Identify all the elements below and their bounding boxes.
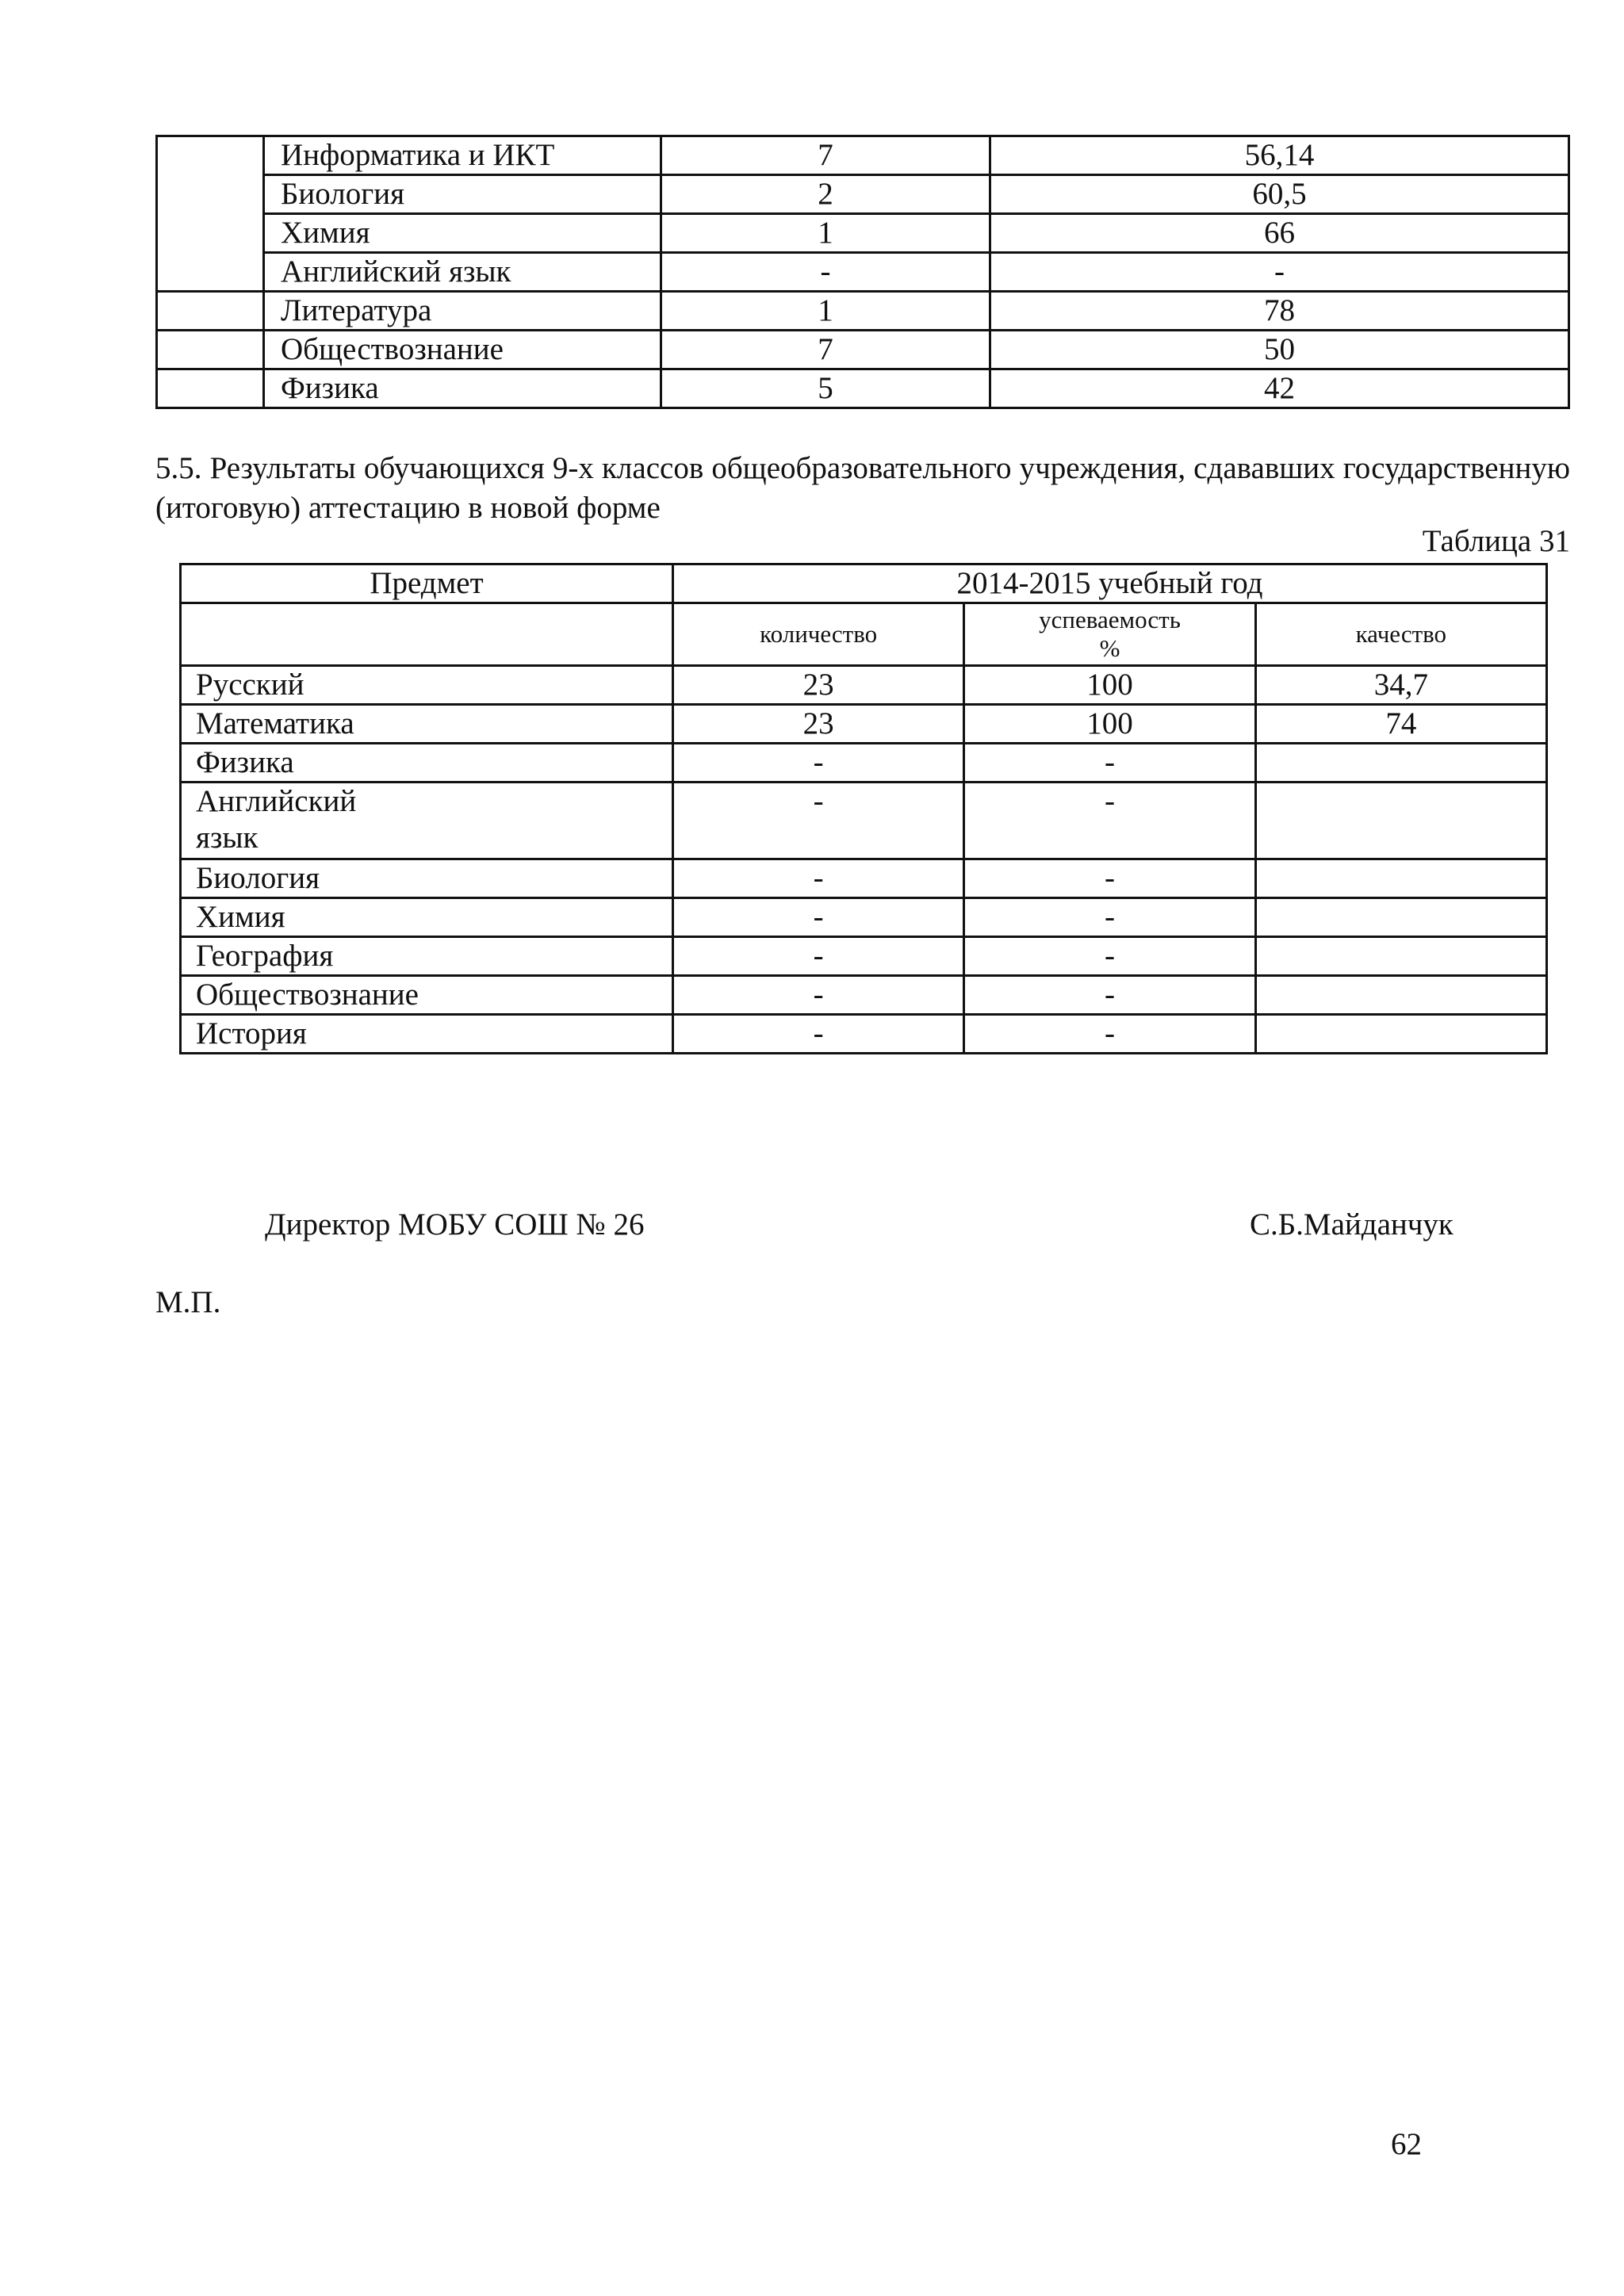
count-cell: - — [673, 783, 964, 859]
success-cell: - — [964, 898, 1255, 937]
success-cell: - — [964, 859, 1255, 898]
table-row — [157, 292, 1569, 331]
quality-cell — [1255, 937, 1546, 976]
count-cell: 23 — [673, 666, 964, 705]
success-cell: - — [964, 783, 1255, 859]
subject-cell: Английский язык — [264, 253, 661, 292]
subject-cell: Химия — [181, 898, 673, 937]
quality-cell — [1255, 898, 1546, 937]
header-year: 2014-2015 учебный год — [673, 564, 1547, 603]
header-quality: качество — [1255, 603, 1546, 666]
subject-cell: Литература — [264, 292, 661, 331]
score-cell: 50 — [990, 331, 1569, 369]
gia-results-table — [179, 563, 1548, 1054]
count-cell: 2 — [661, 175, 990, 214]
table-caption: Таблица 31 — [1422, 524, 1570, 558]
empty-cell — [157, 369, 264, 408]
table-row — [157, 175, 1569, 214]
table-row — [157, 136, 1569, 175]
subject-cell: Русский — [181, 666, 673, 705]
header-success — [964, 603, 1255, 666]
table-row — [157, 331, 1569, 369]
subject-cell: Физика — [181, 744, 673, 783]
subject-cell: Биология — [181, 859, 673, 898]
success-cell: - — [964, 744, 1255, 783]
table-row — [157, 214, 1569, 253]
subject-cell: Химия — [264, 214, 661, 253]
empty-cell — [181, 603, 673, 666]
subject-cell: История — [181, 1015, 673, 1054]
count-cell: 1 — [661, 214, 990, 253]
count-cell: - — [673, 744, 964, 783]
table-row — [181, 859, 1547, 898]
table-subheader-row — [181, 603, 1547, 666]
table-row — [181, 666, 1547, 705]
success-cell: - — [964, 937, 1255, 976]
count-cell: - — [673, 937, 964, 976]
table-row — [181, 1015, 1547, 1054]
subject-cell — [181, 783, 673, 859]
table-row — [181, 976, 1547, 1015]
count-cell: - — [673, 1015, 964, 1054]
quality-cell — [1255, 744, 1546, 783]
director-signature-line: Директор МОБУ СОШ № 26 — [265, 1207, 645, 1242]
header-subject: Предмет — [181, 564, 673, 603]
subject-cell: Математика — [181, 705, 673, 744]
table-row — [181, 937, 1547, 976]
count-cell: 1 — [661, 292, 990, 331]
count-cell: 7 — [661, 136, 990, 175]
score-cell: 56,14 — [990, 136, 1569, 175]
count-cell: - — [673, 859, 964, 898]
subject-cell: Обществознание — [264, 331, 661, 369]
quality-cell: 34,7 — [1255, 666, 1546, 705]
quality-cell — [1255, 783, 1546, 859]
page-number: 62 — [1391, 2127, 1422, 2161]
subject-cell: Биология — [264, 175, 661, 214]
count-cell: 23 — [673, 705, 964, 744]
table-row — [157, 253, 1569, 292]
empty-cell — [157, 331, 264, 369]
subject-cell: Физика — [264, 369, 661, 408]
score-cell: 60,5 — [990, 175, 1569, 214]
table-row — [181, 898, 1547, 937]
table-row — [157, 369, 1569, 408]
header-success-line2: % — [1099, 634, 1120, 662]
header-success-line1: успеваемость — [1039, 606, 1181, 633]
success-cell: 100 — [964, 666, 1255, 705]
subject-cell: Обществознание — [181, 976, 673, 1015]
table-row — [181, 744, 1547, 783]
header-count: количество — [673, 603, 964, 666]
quality-cell — [1255, 1015, 1546, 1054]
table-header-row — [181, 564, 1547, 603]
subject-line1: Английский — [196, 784, 357, 818]
success-cell: 100 — [964, 705, 1255, 744]
table-row — [181, 705, 1547, 744]
count-cell: 7 — [661, 331, 990, 369]
subject-cell: География — [181, 937, 673, 976]
quality-cell — [1255, 976, 1546, 1015]
success-cell: - — [964, 1015, 1255, 1054]
count-cell: - — [661, 253, 990, 292]
count-cell: 5 — [661, 369, 990, 408]
subject-cell: Информатика и ИКТ — [264, 136, 661, 175]
score-cell: 78 — [990, 292, 1569, 331]
table-row — [181, 783, 1547, 859]
count-cell: - — [673, 976, 964, 1015]
subject-line2: язык — [196, 821, 259, 855]
score-cell: 42 — [990, 369, 1569, 408]
score-cell: 66 — [990, 214, 1569, 253]
quality-cell: 74 — [1255, 705, 1546, 744]
exam-results-table-continued — [155, 135, 1570, 409]
signer-name: С.Б.Майданчук — [1250, 1207, 1454, 1242]
score-cell: - — [990, 253, 1569, 292]
stamp-placeholder: М.П. — [155, 1285, 221, 1319]
quality-cell — [1255, 859, 1546, 898]
merged-empty-cell — [157, 136, 264, 292]
empty-cell — [157, 292, 264, 331]
success-cell: - — [964, 976, 1255, 1015]
count-cell: - — [673, 898, 964, 937]
section-heading: 5.5. Результаты обучающихся 9-х классов общеобразовательного учреждения, сдававших государственную (итоговую) аттестацию в новой форме — [155, 451, 1570, 525]
